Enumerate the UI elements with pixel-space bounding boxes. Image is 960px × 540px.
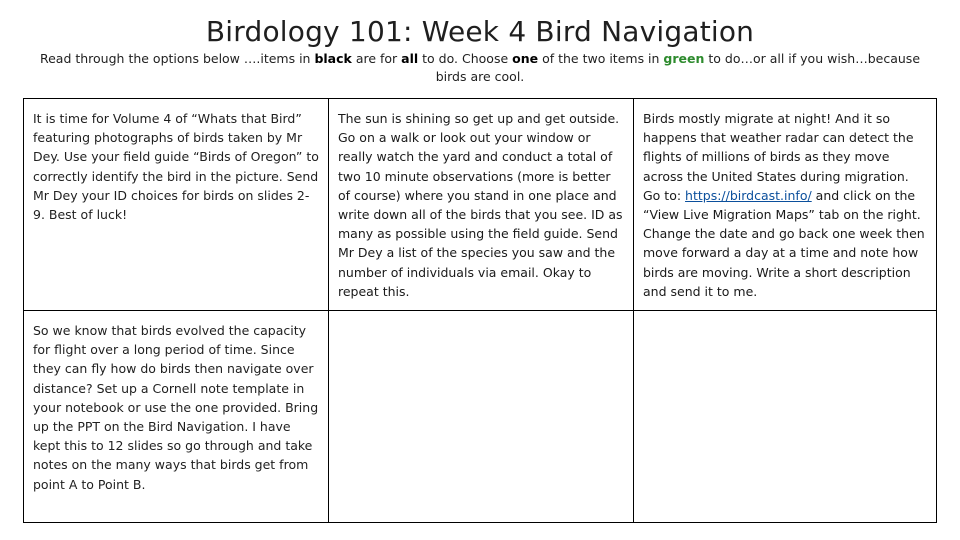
cell-birdcast-migration (634, 99, 936, 311)
intro-text-1: Read through the options below ….items in (39, 51, 315, 66)
cell-outdoor-observation: The sun is shining so get up and get outside. Go on a walk or look out your window or really watch the yard and conduct a total of two 10 minute observations (more is better of course) where you stand in one place and write down all of the birds that you see. ID as many as possible using the field guide. Send Mr Dey a list of the species you saw and the number of individuals via email. Okay to repeat this. (329, 99, 634, 311)
intro-text-3: to do. Choose (418, 51, 513, 66)
intro-text-5: to do…or all if you wish…because birds are cool. (435, 51, 921, 84)
page-title: Birdology 101: Week 4 Bird Navigation (205, 15, 755, 48)
intro-text-4: of the two items in (538, 51, 664, 66)
intro-one-word: one (512, 51, 539, 66)
assignment-table (23, 98, 937, 523)
intro-green-word: green (663, 51, 705, 66)
cell-whats-that-bird: It is time for Volume 4 of “Whats that Bird” featuring photographs of birds taken by Mr Dey. Use your field guide “Birds of Oregon” to correctly identify the bird in the picture. Send Mr Dey your ID choices for birds on slides 2-9. Best of luck! (24, 99, 329, 311)
birdcast-text-after: and click on the “View Live Migration Maps” tab on the right. Change the date and go back one week then move forward a day at a time and note how birds are moving. Write a short description and send it to me. (643, 187, 925, 299)
birdcast-text-before: Birds mostly migrate at night! And it so happens that weather radar can detect the flights of millions of birds as they move across the United States during migration. Go to: (643, 111, 914, 203)
intro-all-word: all (401, 51, 419, 66)
intro-black-word: black (314, 51, 352, 66)
instructions-paragraph (24, 50, 936, 86)
intro-text-2: are for (351, 51, 402, 66)
cell-empty-middle (329, 311, 634, 522)
cell-empty-right (634, 311, 936, 522)
cell-bird-navigation-notes: So we know that birds evolved the capacity for flight over a long period of time. Since they can fly how do birds then navigate over distance? Set up a Cornell note template in your notebook or use the one provided. Bring up the PPT on the Bird Navigation. I have kept this to 12 slides so go through and take notes on the many ways that birds get from point A to Point B. (24, 311, 329, 522)
birdcast-link[interactable]: https://birdcast.info/ (685, 187, 812, 203)
